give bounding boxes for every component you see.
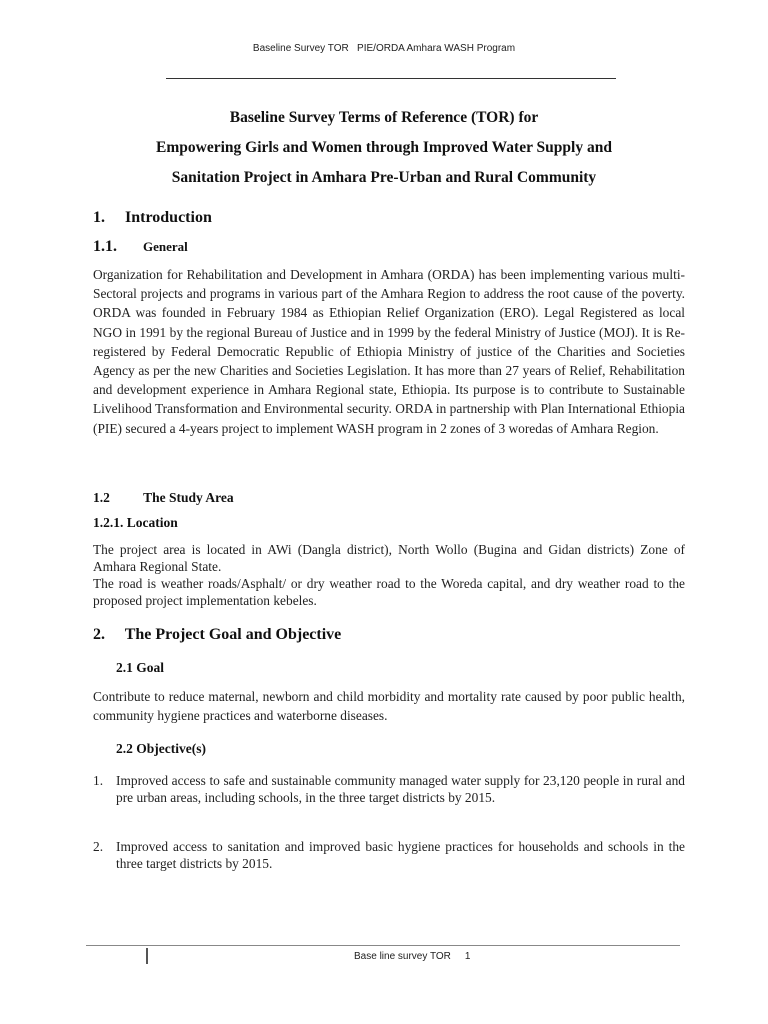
objective-item (93, 838, 685, 872)
objective-number: 1. (93, 773, 104, 788)
section-1-heading (93, 209, 212, 227)
section-1-number: 1. (93, 209, 105, 226)
objectives-heading: 2.2 Objective(s) (116, 741, 206, 756)
objective-number: 2. (93, 839, 104, 854)
objective-item (93, 772, 685, 806)
section-1-title: Introduction (125, 209, 212, 226)
objective-text: Improved access to sanitation and improved basic hygiene practices for households and schools in the three target districts by 2015. (116, 839, 685, 871)
footer-label: Base line survey TOR (354, 951, 451, 962)
goal-heading: 2.1 Goal (116, 660, 165, 675)
section-2-title: The Project Goal and Objective (124, 626, 342, 643)
document-title-line-1: Baseline Survey Terms of Reference (TOR) for (229, 109, 539, 126)
objective-text: Improved access to safe and sustainable community managed water supply for 23,120 people in rural and pre urban areas, including schools, in the three target districts by 2015. (116, 773, 685, 805)
header-rule (166, 78, 616, 79)
goal-paragraph: Contribute to reduce maternal, newborn and child morbidity and mortality rate caused by poor public health, community hygiene practices and waterborne diseases. (93, 689, 685, 724)
introduction-paragraph: Organization for Rehabilitation and Development in Amhara (ORDA) has been implementing various multi-Sectoral projects and programs in various part of the Amhara Region to address the root cause of the poverty. ORDA was founded in February 1984 as Ethiopian Relief Organization (ERO). Legal Registered as local NGO in 1991 by the regional Bureau of Justice and in 1999 by the federal Ministry of Justice (MOJ). It is Re-registered by Federal Democratic Republic of Ethiopia Ministry of justice of the Charities and Societies Agency as per the new Charities and Societies Legislation. It has more than 27 years of Relief, Rehabilitation and development experience in Amhara Regional state, Ethiopia. Its purpose is to contribute to Sustainable Livelihood Transformation and Environmental security. ORDA in partnership with Plan International Ethiopia (PIE) secured a 4-years project to implement WASH program in 2 zones of 3 woredas of Amhara Region. (93, 267, 685, 436)
section-2-heading (93, 626, 341, 644)
location-paragraph-2: The road is weather roads/Asphalt/ or dry weather road to the Woreda capital, and dry weather road to the proposed project implementation kebeles. (93, 576, 685, 608)
document-title-line-2: Empowering Girls and Women through Improved Water Supply and (156, 139, 612, 156)
section-1-2-title: The Study Area (143, 490, 234, 505)
section-1-1-heading (93, 238, 188, 256)
section-1-2-heading (93, 490, 234, 506)
page-number: 1 (464, 951, 471, 962)
section-1-1-number: 1.1. (93, 238, 117, 255)
footer-rule (86, 945, 680, 946)
location-paragraph-1: The project area is located in AWi (Dangla district), North Wollo (Bugina and Gidan districts) Zone of Amhara Regional State. (93, 542, 685, 574)
section-1-2-number: 1.2 (93, 490, 110, 505)
document-title-line-3: Sanitation Project in Amhara Pre-Urban and Rural Community (171, 169, 597, 186)
location-heading: 1.2.1. Location (93, 515, 178, 530)
section-2-number: 2. (93, 626, 105, 643)
page-header: Baseline Survey TOR PIE/ORDA Amhara WASH Program (252, 43, 516, 54)
page-footer (354, 951, 470, 962)
footer-tick-mark (146, 948, 148, 964)
section-1-1-title: General (143, 239, 188, 254)
